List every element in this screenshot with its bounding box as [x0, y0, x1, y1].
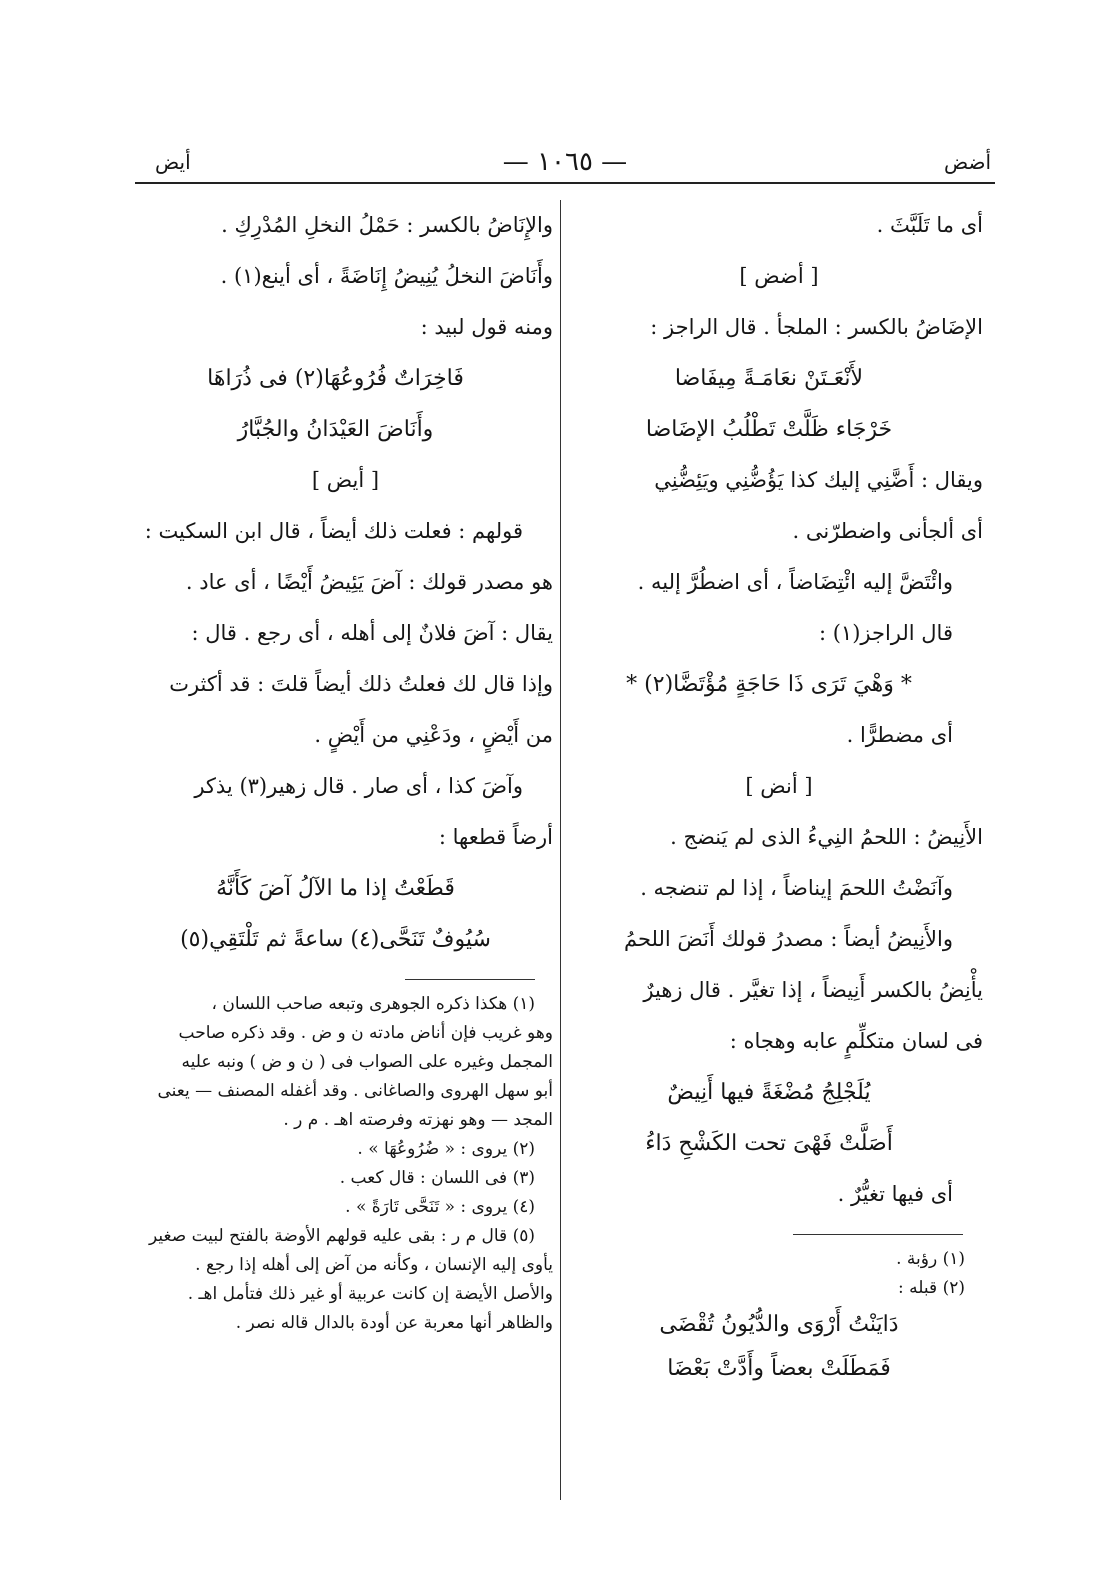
- footnote: يأوى إليه الإنسان ، وكأنه من آض إلى أهله إذا رجع .: [195, 1255, 553, 1275]
- text-line: والأَنِيضُ أيضاً : مصدرُ قولك أَنَضَ اللحمُ: [623, 927, 953, 951]
- text-line: أى مضطرًّا .: [846, 723, 953, 747]
- text-line: وآضَ كذا ، أى صار . قال زهير(٣) يذكر: [194, 774, 523, 798]
- footnote: (١) هكذا ذكره الجوهرى وتبعه صاحب اللسان ،: [211, 994, 535, 1014]
- text-line: وائْتَضَّ إليه ائْتِضَاضاً ، أى اضطُرَّ إليه .: [637, 570, 953, 594]
- footnote-verse: فَمَطَلَتْ بعضاً وأَدَّتْ بَعْضَا: [667, 1356, 891, 1381]
- verse-line: خَرْجَاء ظَلَّتْ تَطْلُبُ الإضَاضا: [645, 417, 893, 442]
- footnote: (٢) قبله :: [898, 1278, 965, 1298]
- right-column: [575, 200, 983, 1391]
- footnote: والظاهر أنها معربة عن أودة بالدال قاله نصر .: [235, 1313, 553, 1333]
- verse-line: لأَنْعَـتَنْ نعَامَـةً مِيفَاضا: [674, 366, 864, 391]
- footnote: وهو غريب فإن أناض مادته ن و ض . وقد ذكره صاحب: [178, 1023, 553, 1043]
- footnote: (٥) قال م ر : بقى عليه قولهم الأوضة بالفتح لبيت صغير: [149, 1226, 535, 1246]
- footnote: أبو سهل الهروى والصاغانى . وقد أغفله المصنف — يعنى: [157, 1081, 553, 1101]
- page-header: [135, 148, 995, 184]
- header-keyword-left: أيض: [155, 150, 191, 174]
- text-line: والإِنَاضُ بالكسر : حَمْلُ النخلِ المُدْرِكِ .: [221, 213, 553, 237]
- footnote-separator: [405, 979, 535, 980]
- verse-line: قَطَعْتُ إذا ما الآلُ آضَ كَأَنَّهُ: [216, 876, 455, 901]
- text-line: وإذا قال لك فعلتُ ذلك أيضاً قلتَ : قد أكثرت: [169, 672, 553, 696]
- footnote: المجمل وغيره على الصواب فى ( ن و ض ) ونبه عليه: [181, 1052, 553, 1072]
- left-column: [138, 200, 553, 1338]
- entry-heading-ayd: [ أيض ]: [311, 468, 380, 492]
- footnote: المجد — وهو نهزته وفرصته اهـ . م ر .: [283, 1110, 553, 1130]
- text-line: وآنَضْتُ اللحمَ إيناضاً ، إذا لم تنضجه .: [640, 876, 953, 900]
- verse-line: سُيُوفٌ تَنَحَّى(٤) ساعةً ثم تَلْتَقِي(٥): [180, 927, 491, 952]
- text-line: قال الراجز(١) :: [818, 621, 953, 645]
- verse-line: أَصَلَّتْ فَهْىَ تحت الكَشْحِ دَاءُ: [645, 1131, 893, 1156]
- entry-heading-adad: [ أضض ]: [739, 264, 819, 288]
- text-line: أرضاً قطعها :: [438, 825, 553, 849]
- column-divider: [560, 200, 561, 1500]
- footnote: (٢) يروى : « ضُرُوعُهَا » .: [357, 1139, 535, 1159]
- footnote: (١) رؤبة .: [896, 1249, 965, 1269]
- text-line: ويقال : أَضَّنِي إليك كذا يَؤُضُّنِي ويَئِضُّنِي: [654, 468, 983, 492]
- text-line: يقال : آضَ فلانٌ إلى أهله ، أى رجع . قال :: [191, 621, 553, 645]
- footnote-verse: دَايَنْتُ أَرْوَى والدُّيُونُ تُقْضَى: [659, 1312, 899, 1337]
- text-line: الإضَاضُ بالكسر : الملجأ . قال الراجز :: [650, 315, 983, 339]
- verse-line: * وَهْيَ تَرَى ذَا حَاجَةٍ مُؤْتَضَّا(٢) *: [626, 672, 912, 697]
- text-line: قولهم : فعلت ذلك أيضاً ، قال ابن السكيت :: [144, 519, 523, 543]
- header-keyword-right: أضض: [943, 150, 991, 174]
- footnote: والأصل الأيضة إن كانت عربية أو غير ذلك فتأمل اهـ .: [187, 1284, 553, 1304]
- text-line: ومنه قول لبيد :: [420, 315, 553, 339]
- text-line: من أَيْضٍ ، ودَعْنِي من أَيْضٍ .: [314, 723, 553, 747]
- text-line: يأْنِضُ بالكسر أَنِيضاً ، إذا تغيَّر . قال زهيرٌ: [643, 978, 983, 1002]
- text-line: الأَنِيضُ : اللحمُ النِيءُ الذى لم يَنضج .: [670, 825, 983, 849]
- text-line: فى لسان متكلِّمٍ عابه وهجاه :: [729, 1029, 983, 1053]
- footnote: (٣) فى اللسان : قال كعب .: [339, 1168, 535, 1188]
- text-line: هو مصدر قولك : آضَ يَئِيضُ أَيْضًا ، أى عاد .: [185, 570, 553, 594]
- verse-line: وأَنَاضَ العَيْدَانُ والجُبَّارُ: [237, 417, 434, 442]
- entry-heading-anad: [ أنض ]: [745, 774, 813, 798]
- page-number: — ١٠٦٥ —: [502, 147, 628, 177]
- text-line: أى ألجأنى واضطرّنى .: [792, 519, 983, 543]
- footnote-separator: [793, 1234, 963, 1235]
- verse-line: فَاخِرَاتٌ فُرُوعُهَا(٢) فى ذُرَاهَا: [207, 366, 464, 391]
- text-line: أى فيها تغيُّرٌ .: [837, 1182, 953, 1206]
- text-line: وأَنَاضَ النخلُ يُنِيضُ إِنَاضَةً ، أى أينع(١) .: [220, 264, 553, 288]
- footnote: (٤) يروى : « تَنَحَّى تَارَةً » .: [345, 1197, 535, 1217]
- verse-line: يُلَجْلِجُ مُضْغَةً فيها أَنِيضٌ: [667, 1080, 871, 1105]
- text-line: أى ما تَلَبَّثَ .: [876, 213, 983, 237]
